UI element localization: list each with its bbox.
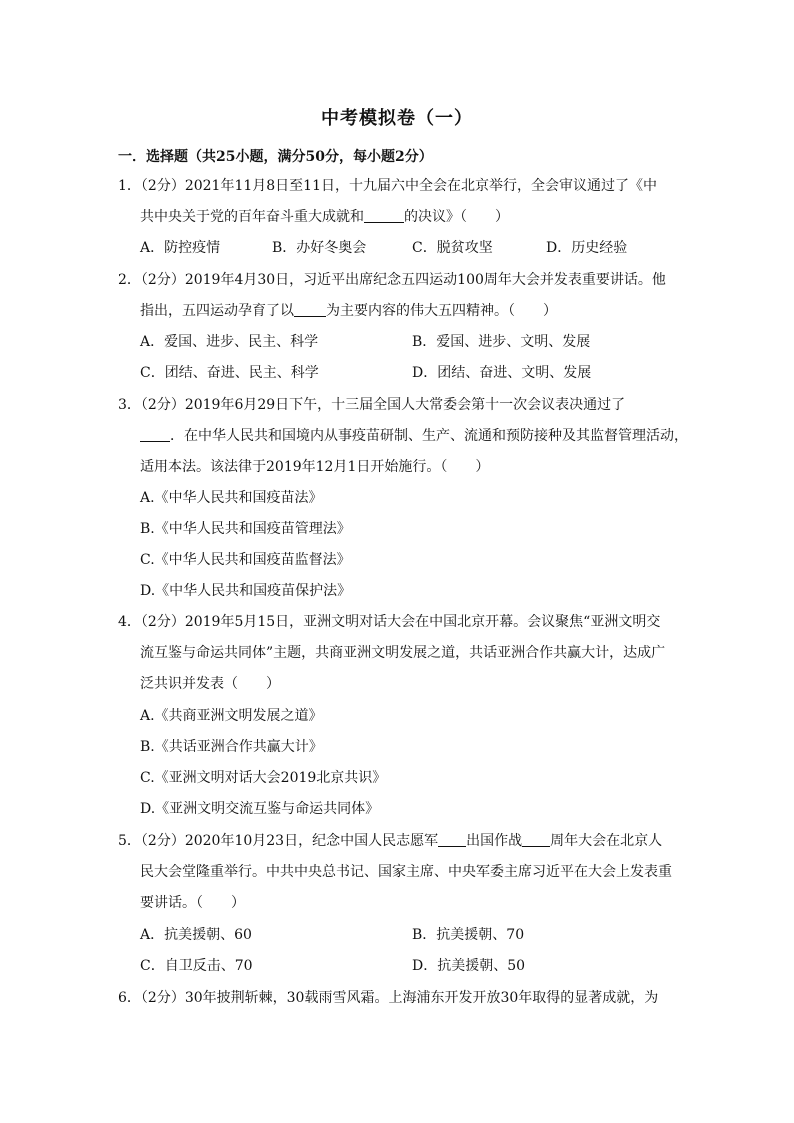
- question-3-line-3: 适用本法。该法律于2019年12月1日开始施行。（ ）: [140, 459, 490, 475]
- question-6-line-1: 6．（2分）30年披荆斩棘，30载雨雪风霜。上海浦东开发开放30年取得的显著成就，为: [118, 990, 659, 1006]
- question-2-option-a: A．爱国、进步、民主、科学: [140, 334, 319, 350]
- page-title: 中考模拟卷（一）: [321, 108, 473, 129]
- question-3-line-1: 3．（2分）2019年6月29日下午，十三届全国人大常委会第十一次会议表决通过了: [118, 397, 626, 413]
- question-2-option-d: D．团结、奋进、文明、发展: [412, 365, 592, 381]
- question-1-option-c: C．脱贫攻坚: [412, 240, 493, 256]
- answer-blank: [294, 302, 326, 317]
- question-2-option-b: B．爱国、进步、文明、发展: [412, 334, 591, 350]
- question-5-line-3: 要讲话。（ ）: [140, 895, 245, 911]
- section-heading: 一．选择题（共25小题，满分50分，每小题2分）: [118, 149, 433, 165]
- question-3-option-d: D.《中华人民共和国疫苗保护法》: [140, 583, 352, 599]
- question-2-option-c: C．团结、奋进、民主、科学: [140, 365, 319, 381]
- question-3-option-c: C.《中华人民共和国疫苗监督法》: [140, 552, 351, 568]
- question-3-option-b: B.《中华人民共和国疫苗管理法》: [140, 521, 351, 537]
- question-2-line-2: 指出，五四运动孕育了以 为主要内容的伟大五四精神。（ ）: [140, 303, 557, 319]
- question-4-line-1: 4．（2分）2019年5月15日，亚洲文明对话大会在中国北京开幕。会议聚焦“亚洲文明交: [118, 614, 661, 630]
- question-5-line-1: 5．（2分）2020年10月23日，纪念中国人民志愿军 出国作战 周年大会在北京人: [118, 833, 663, 849]
- question-1-line-1: 1．（2分）2021年11月8日至11日，十九届六中全会在北京举行，全会审议通过了《中: [118, 178, 657, 194]
- question-1-option-d: D．历史经验: [546, 240, 628, 256]
- question-5-option-b: B．抗美援朝、70: [412, 927, 525, 943]
- question-4-option-c: C.《亚洲文明对话大会2019北京共识》: [140, 770, 387, 786]
- question-5-option-a: A．抗美援朝、60: [140, 927, 252, 943]
- question-1-option-a: A．防控疫情: [140, 240, 221, 256]
- question-1-option-b: B．办好冬奥会: [272, 240, 367, 256]
- question-1-line-2: 共中央关于党的百年奋斗重大成就和 的决议》（ ）: [140, 209, 509, 225]
- answer-blank: [140, 427, 170, 442]
- question-5-line-2: 民大会堂隆重举行。中共中央总书记、国家主席、中央军委主席习近平在大会上发表重: [140, 864, 672, 880]
- question-4-option-d: D.《亚洲文明交流互鉴与命运共同体》: [140, 801, 380, 817]
- question-4-line-2: 流互鉴与命运共同体”主题，共商亚洲文明发展之道，共话亚洲合作共赢大计，达成广: [140, 645, 666, 661]
- question-3-option-a: A.《中华人民共和国疫苗法》: [140, 490, 323, 506]
- answer-blank: [522, 832, 550, 847]
- question-3-line-2: ．在中华人民共和国境内从事疫苗研制、生产、流通和预防接种及其监督管理活动，: [140, 426, 688, 446]
- question-4-option-b: B.《共话亚洲合作共赢大计》: [140, 739, 323, 755]
- question-2-line-1: 2．（2分）2019年4月30日，习近平出席纪念五四运动100周年大会并发表重要讲话。他: [118, 272, 666, 288]
- question-5-option-d: D．抗美援朝、50: [412, 958, 526, 974]
- answer-blank: [438, 832, 466, 847]
- question-4-option-a: A.《共商亚洲文明发展之道》: [140, 708, 323, 724]
- question-4-line-3: 泛共识并发表（ ）: [140, 676, 280, 692]
- question-5-option-c: C．自卫反击、70: [140, 958, 253, 974]
- answer-blank: [364, 208, 404, 223]
